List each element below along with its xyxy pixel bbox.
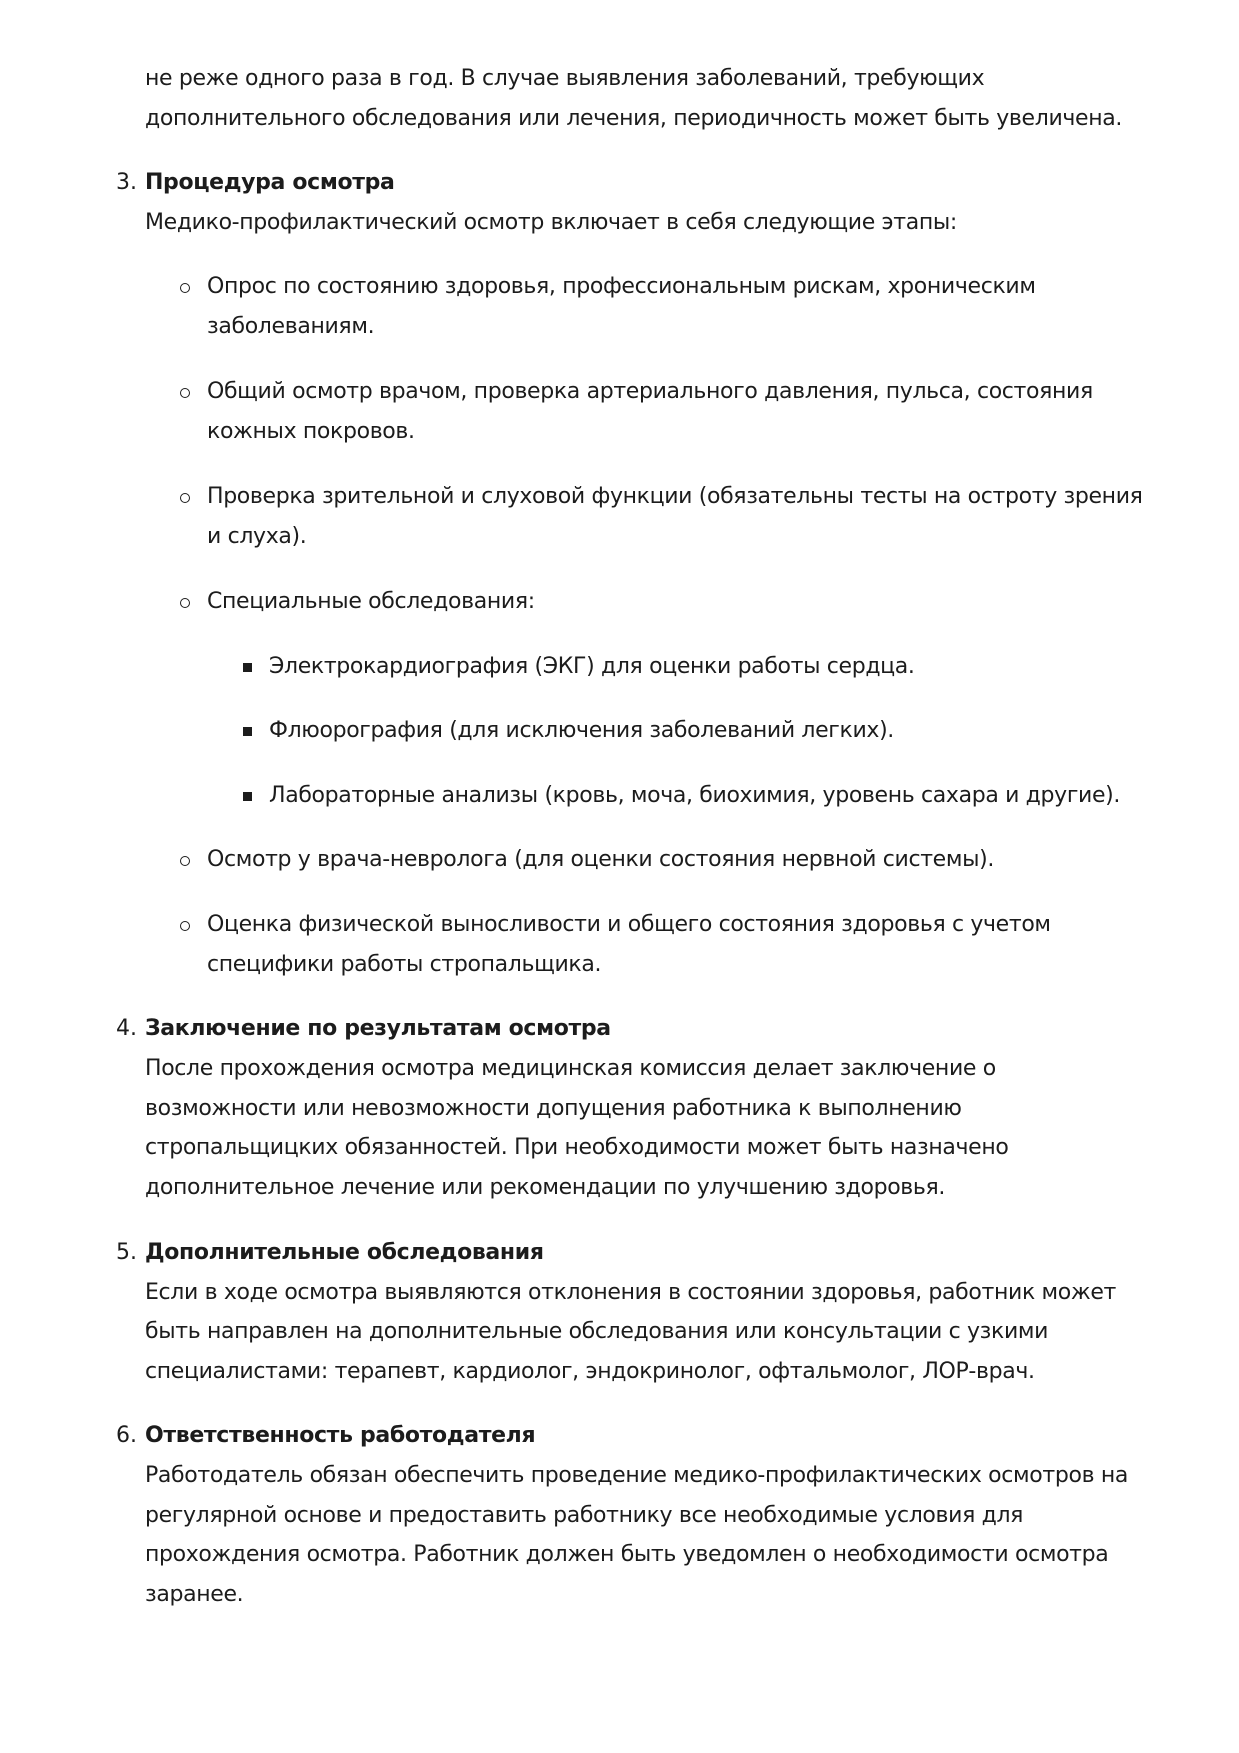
section-heading: Заключение по результатам осмотра [145,1016,611,1041]
paragraph-line: стропальщицких обязанностей. При необходимости может быть назначено [145,1135,1009,1160]
paragraph-line: дополнительного обследования или лечения, периодичность может быть увеличена. [145,106,1123,131]
paragraph-line: возможности или невозможности допущения работника к выполнению [145,1096,962,1121]
square-bullet-icon [243,663,252,672]
list-item: кожных покровов. [207,419,415,444]
hollow-bullet-icon [180,921,190,931]
square-bullet-icon [243,792,252,801]
paragraph-line: Если в ходе осмотра выявляются отклонения в состоянии здоровья, работник может [145,1280,1117,1305]
list-item: Специальные обследования: [207,589,535,614]
section-heading: Процедура осмотра [145,170,395,195]
list-item: заболеваниям. [207,314,375,339]
paragraph-line: дополнительное лечение или рекомендации по улучшению здоровья. [145,1175,946,1200]
hollow-bullet-icon [180,856,190,866]
hollow-bullet-icon [180,388,190,398]
hollow-bullet-icon [180,283,190,293]
paragraph-line: заранее. [145,1582,244,1607]
paragraph-line: не реже одного раза в год. В случае выявления заболеваний, требующих [145,66,985,91]
list-number: 3. [116,170,137,195]
list-number: 4. [116,1016,137,1041]
paragraph-line: специалистами: терапевт, кардиолог, эндокринолог, офтальмолог, ЛОР-врач. [145,1359,1035,1384]
square-bullet-icon [243,727,252,736]
list-item: Оценка физической выносливости и общего состояния здоровья с учетом [207,912,1051,937]
list-item: и слуха). [207,524,307,549]
paragraph-line: регулярной основе и предоставить работнику все необходимые условия для [145,1503,1024,1528]
sub-list-item: Лабораторные анализы (кровь, моча, биохимия, уровень сахара и другие). [269,783,1121,808]
section-heading: Дополнительные обследования [145,1240,544,1265]
list-number: 6. [116,1423,137,1448]
hollow-bullet-icon [180,493,190,503]
paragraph-line: После прохождения осмотра медицинская комиссия делает заключение о [145,1056,996,1081]
sub-list-item: Электрокардиография (ЭКГ) для оценки работы сердца. [269,654,915,679]
list-item: специфики работы стропальщика. [207,952,602,977]
hollow-bullet-icon [180,598,190,608]
paragraph-line: Медико-профилактический осмотр включает в себя следующие этапы: [145,210,957,235]
paragraph-line: быть направлен на дополнительные обследования или консультации с узкими [145,1319,1049,1344]
list-item: Осмотр у врача-невролога (для оценки состояния нервной системы). [207,847,995,872]
list-item: Общий осмотр врачом, проверка артериального давления, пульса, состояния [207,379,1093,404]
sub-list-item: Флюорография (для исключения заболеваний легких). [269,718,894,743]
paragraph-line: прохождения осмотра. Работник должен быть уведомлен о необходимости осмотра [145,1542,1109,1567]
list-item: Опрос по состоянию здоровья, профессиональным рискам, хроническим [207,274,1036,299]
section-heading: Ответственность работодателя [145,1423,536,1448]
list-number: 5. [116,1240,137,1265]
paragraph-line: Работодатель обязан обеспечить проведение медико-профилактических осмотров на [145,1463,1128,1488]
list-item: Проверка зрительной и слуховой функции (обязательны тесты на остроту зрения [207,484,1143,509]
